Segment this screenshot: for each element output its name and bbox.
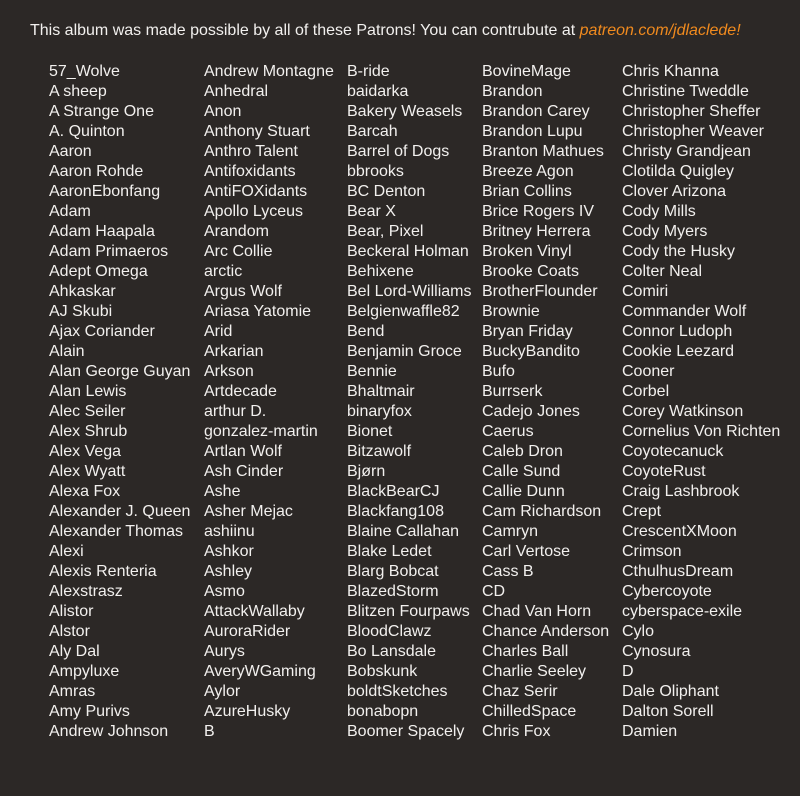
patron-name: Amy Purivs [49,703,130,720]
patreon-link[interactable]: patreon.com/jdlaclede! [579,22,741,39]
patron-name: 57_Wolve [49,63,120,80]
patron-name: Benjamin Groce [347,343,462,360]
patron-name: Alex Vega [49,443,122,460]
patron-name: AuroraRider [204,623,291,640]
patron-name: Charlie Seeley [482,663,587,680]
patron-name: Alain [49,343,85,360]
patron-name: Alan Lewis [49,383,127,400]
patron-name: Arkson [204,363,254,380]
patron-name: Apollo Lyceus [204,203,304,220]
patron-name: Artlan Wolf [204,443,282,460]
patron-name: Brandon [482,83,543,100]
patron-name: Breeze Agon [482,163,574,180]
patron-name: Adept Omega [49,263,148,280]
patron-name: ashiinu [204,523,255,540]
patron-name: Christopher Weaver [622,123,764,140]
patron-name: Christy Grandjean [622,143,751,160]
patron-name: baidarka [347,83,409,100]
patron-name: Bear, Pixel [347,223,424,240]
patron-name: AveryWGaming [204,663,316,680]
patron-name: Alexa Fox [49,483,121,500]
patron-name: Blake Ledet [347,543,432,560]
patron-name: Andrew Johnson [49,723,169,740]
patron-name: Cookie Leezard [622,343,735,360]
patron-column-2 [204,62,334,742]
patron-name: BlazedStorm [347,583,439,600]
patron-name: CrescentXMoon [622,523,737,540]
patron-name: Cybercoyote [622,583,712,600]
patron-name: Arid [204,323,233,340]
patron-name: Cam Richardson [482,503,602,520]
patron-column-3 [347,62,471,742]
patron-name: Belgienwaffle82 [347,303,460,320]
patron-name: Alistor [49,603,94,620]
patron-name: Alan George Guyan [49,363,191,380]
patron-name: Alex Wyatt [49,463,126,480]
patron-name: Asher Mejac [204,503,293,520]
patron-name: Burrserk [482,383,543,400]
patron-name: Bjørn [347,463,386,480]
patron-name: D [622,663,634,680]
patron-name: arthur D. [204,403,267,420]
header-text: This album was made possible by all of these Patrons! You can contrubute at [30,22,580,39]
patron-name: Clotilda Quigley [622,163,735,180]
patron-name: Cody Mills [622,203,696,220]
patron-name: Amras [49,683,96,700]
patron-name: Bakery Weasels [347,103,463,120]
patron-name: Anon [204,103,242,120]
patron-name: CD [482,583,506,600]
patron-column-4 [482,62,609,742]
patron-name: Bennie [347,363,397,380]
patron-name: Crept [622,503,662,520]
patron-name: Bionet [347,423,393,440]
patron-name: Crimson [622,543,682,560]
patron-name: Barcah [347,123,398,140]
patron-name: Brandon Lupu [482,123,583,140]
patron-name: Carl Vertose [482,543,571,560]
patron-name: Alexi [49,543,84,560]
patron-name: bonabopn [347,703,419,720]
patron-name: Ash Cinder [204,463,284,480]
patron-name: Brandon Carey [482,103,590,120]
patron-name: Christopher Sheffer [622,103,761,120]
patron-name: Adam [49,203,91,220]
patron-name: Bryan Friday [482,323,573,340]
patron-name: Aurys [204,643,245,660]
patron-name: Aylor [204,683,241,700]
patron-name: Alec Seiler [49,403,126,420]
patron-name: Chad Van Horn [482,603,592,620]
patron-name: Bo Lansdale [347,643,436,660]
patron-name: Britney Herrera [482,223,591,240]
patron-name: Corbel [622,383,670,400]
patron-name: Alexstrasz [49,583,123,600]
patron-name: arctic [204,263,243,280]
patron-name: Asmo [204,583,245,600]
patron-name: Cynosura [622,643,691,660]
patron-name: Andrew Montagne [204,63,334,80]
patron-name: Cooner [622,363,675,380]
patron-name: Blaine Callahan [347,523,460,540]
patron-name: A. Quinton [49,123,125,140]
patron-name: Damien [622,723,678,740]
patron-name: Colter Neal [622,263,703,280]
patron-name: Bel Lord-Williams [347,283,472,300]
patron-name: Ariasa Yatomie [204,303,312,320]
patron-thanks-header [30,21,741,41]
patron-name: Aaron [49,143,92,160]
patron-name: Bufo [482,363,515,380]
patron-name: Clover Arizona [622,183,727,200]
patron-name: Ashe [204,483,241,500]
patron-name: Calle Sund [482,463,561,480]
patron-name: AttackWallaby [204,603,305,620]
patron-name: Comiri [622,283,669,300]
patron-name: Alexis Renteria [49,563,157,580]
patron-name: A Strange One [49,103,154,120]
patron-column-1 [49,62,190,742]
patron-name: Chaz Serir [482,683,558,700]
patron-name: ChilledSpace [482,703,577,720]
patron-name: Cass B [482,563,534,580]
patron-name: Arc Collie [204,243,273,260]
patron-name: Caerus [482,423,534,440]
patron-name: B [204,723,215,740]
patron-name: AzureHusky [204,703,291,720]
patron-name: BC Denton [347,183,426,200]
patron-name: Coyotecanuck [622,443,724,460]
patron-name: binaryfox [347,403,412,420]
patron-name: bbrooks [347,163,404,180]
patron-name: Anthro Talent [204,143,298,160]
patron-name: Branton Mathues [482,143,604,160]
patron-name: BloodClawz [347,623,432,640]
patron-name: Bhaltmair [347,383,415,400]
patron-name: Arandom [204,223,269,240]
patron-name: Charles Ball [482,643,569,660]
patron-name: Chris Fox [482,723,551,740]
patron-name: boldtSketches [347,683,448,700]
patron-name: Connor Ludoph [622,323,733,340]
patron-name: Camryn [482,523,539,540]
patron-name: Broken Vinyl [482,243,572,260]
patron-name: Ajax Coriander [49,323,155,340]
patron-name: AJ Skubi [49,303,113,320]
patron-name: Blitzen Fourpaws [347,603,470,620]
patron-name: Blarg Bobcat [347,563,439,580]
patron-name: Behixene [347,263,414,280]
patron-name: Commander Wolf [622,303,747,320]
patron-name: Arkarian [204,343,264,360]
patron-name: Adam Haapala [49,223,155,240]
patron-name: Blackfang108 [347,503,444,520]
patron-name: AntiFOXidants [204,183,308,200]
patron-name: AaronEbonfang [49,183,161,200]
patron-name: Antifoxidants [204,163,296,180]
patron-name: Chris Khanna [622,63,719,80]
patron-name: Beckeral Holman [347,243,469,260]
patron-name: Alexander J. Queen [49,503,191,520]
patron-name: Ahkaskar [49,283,116,300]
patron-name: Ampyluxe [49,663,120,680]
patron-name: Boomer Spacely [347,723,465,740]
patron-name: Cornelius Von Richten [622,423,781,440]
patron-name: Christine Tweddle [622,83,749,100]
patron-name: Alex Shrub [49,423,128,440]
patron-name: Aaron Rohde [49,163,144,180]
patron-name: Bobskunk [347,663,418,680]
patron-name: Alstor [49,623,90,640]
patron-name: Cadejo Jones [482,403,580,420]
patron-name: Brooke Coats [482,263,579,280]
patron-name: A sheep [49,83,107,100]
patron-name: cyberspace-exile [622,603,743,620]
patron-name: Aly Dal [49,643,100,660]
patron-name: Alexander Thomas [49,523,183,540]
patron-name: Corey Watkinson [622,403,744,420]
patron-name: Chance Anderson [482,623,610,640]
patron-name: Anhedral [204,83,269,100]
patron-name: BovineMage [482,63,571,80]
patron-name: Dalton Sorell [622,703,714,720]
patron-name: Ashkor [204,543,254,560]
patron-name: Anthony Stuart [204,123,310,140]
patron-name: Bend [347,323,385,340]
patron-name: Argus Wolf [204,283,282,300]
patron-name: CthulhusDream [622,563,734,580]
patron-name: Bear X [347,203,396,220]
patron-name: B-ride [347,63,390,80]
patron-name: Artdecade [204,383,277,400]
patron-name: Cody the Husky [622,243,735,260]
patron-column-5 [622,62,780,742]
patron-name: Brian Collins [482,183,572,200]
patron-name: Caleb Dron [482,443,563,460]
patron-name: Brownie [482,303,540,320]
patron-name: Callie Dunn [482,483,565,500]
patron-name: Dale Oliphant [622,683,719,700]
patron-name: Brice Rogers IV [482,203,595,220]
patron-name: Adam Primaeros [49,243,169,260]
patron-name: Cody Myers [622,223,708,240]
patron-name: Barrel of Dogs [347,143,450,160]
patron-name: Bitzawolf [347,443,412,460]
patron-name: CoyoteRust [622,463,706,480]
patron-name: Craig Lashbrook [622,483,740,500]
patron-name: BrotherFlounder [482,283,598,300]
patron-name: gonzalez-martin [204,423,318,440]
patron-name: Cylo [622,623,655,640]
patron-name: BlackBearCJ [347,483,440,500]
patron-name: BuckyBandito [482,343,580,360]
patron-name: Ashley [204,563,253,580]
